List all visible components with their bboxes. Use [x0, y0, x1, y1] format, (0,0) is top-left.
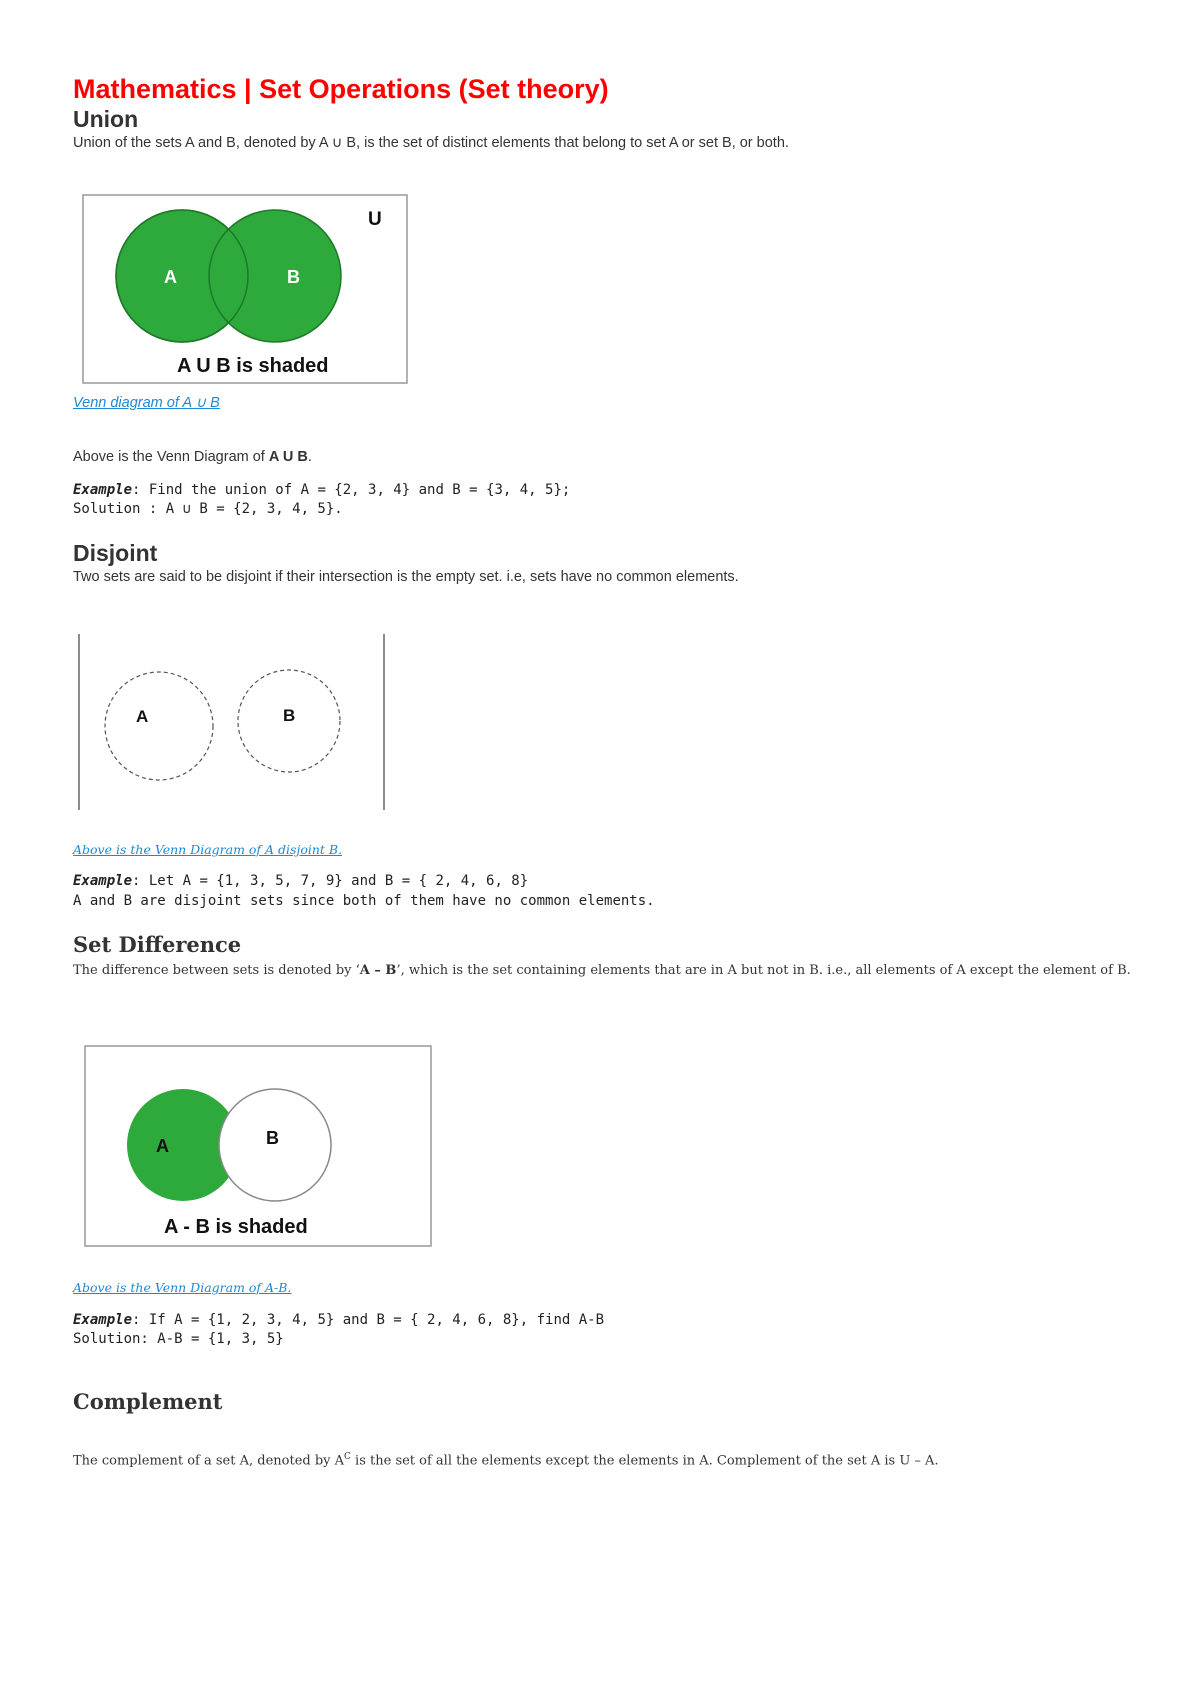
complement-heading: Complement [73, 1389, 223, 1414]
difference-heading: Set Difference [73, 932, 242, 957]
union-label-a: A [164, 267, 177, 287]
difference-diagram-link[interactable]: Above is the Venn Diagram of A-B. [73, 1280, 292, 1295]
disjoint-example-line2: A and B are disjoint sets since both of them have no common elements. [73, 893, 655, 909]
disjoint-definition: Two sets are said to be disjoint if their intersection is the empty set. i.e, sets have no common elements. [73, 569, 739, 585]
union-definition: Union of the sets A and B, denoted by A ∪ B, is the set of distinct elements that belong to set A or set B, or both. [73, 135, 789, 151]
union-label-b: B [287, 267, 300, 287]
difference-solution: Solution: A-B = {1, 3, 5} [73, 1331, 284, 1347]
page-title: Mathematics | Set Operations (Set theory) [73, 74, 609, 104]
union-universe-label: U [368, 209, 382, 230]
union-solution: Solution : A ∪ B = {2, 3, 4, 5}. [73, 501, 343, 517]
disjoint-example: Example: Let A = {1, 3, 5, 7, 9} and B = { 2, 4, 6, 8} [73, 873, 529, 889]
disjoint-heading: Disjoint [73, 540, 158, 566]
disjoint-set-a-circle [105, 672, 213, 780]
disjoint-diagram-link[interactable]: Above is the Venn Diagram of A disjoint B. [73, 842, 343, 857]
complement-definition: The complement of a set A, denoted by $A^C$ is the set of all the elements except the elements in A. Complement of the set A is U – A. [73, 1452, 939, 1469]
union-diagram-link[interactable]: Venn diagram of A ∪ B [73, 395, 220, 411]
difference-label-b: B [266, 1128, 279, 1148]
disjoint-label-a: A [136, 707, 149, 726]
difference-definition: The difference between sets is denoted by ‘A – B’, which is the set containing elements that are in A but not in B. i.e., all elements of A except the element of B. [73, 963, 1131, 978]
disjoint-venn-diagram [76, 632, 388, 812]
difference-venn-diagram [84, 1045, 432, 1247]
union-above-text: Above is the Venn Diagram of A U B. [73, 449, 312, 465]
union-venn-diagram [82, 194, 408, 384]
disjoint-label-b: B [283, 706, 296, 725]
difference-example: Example: If A = {1, 2, 3, 4, 5} and B = { 2, 4, 6, 8}, find A-B [73, 1312, 605, 1328]
union-caption: A U B is shaded [177, 355, 329, 377]
union-example: Example: Find the union of A = {2, 3, 4} and B = {3, 4, 5}; [73, 482, 571, 498]
difference-caption: A - B is shaded [164, 1216, 308, 1238]
difference-label-a: A [156, 1136, 169, 1156]
union-heading: Union [73, 106, 139, 132]
